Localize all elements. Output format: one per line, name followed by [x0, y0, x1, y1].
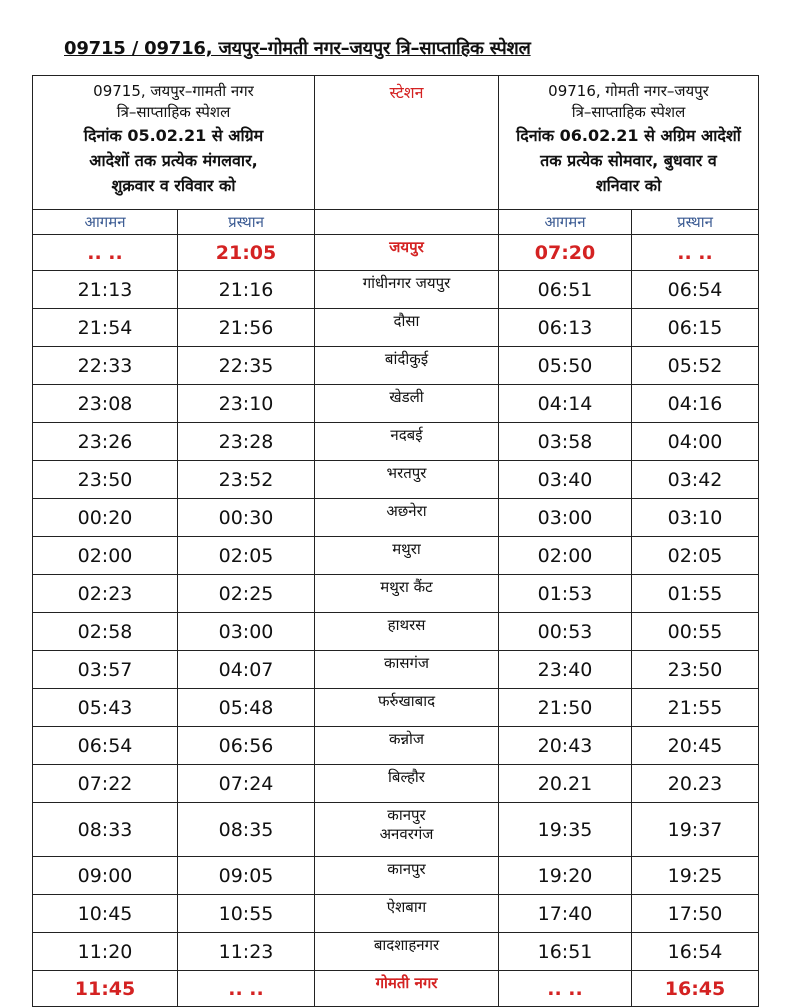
- station-name: कन्नोज: [388, 730, 425, 748]
- table-row: [33, 235, 759, 271]
- right-arrival-cell: 00:53: [499, 613, 632, 651]
- station-name: जयपुर: [389, 238, 424, 256]
- left-arrival-cell: 23:08: [33, 385, 178, 423]
- left-departure-cell: 22:35: [178, 347, 315, 385]
- right-departure-cell: 06:15: [632, 309, 759, 347]
- station-subheader-blank: [315, 210, 499, 235]
- table-row: [33, 933, 759, 971]
- left-arrival-cell: 02:23: [33, 575, 178, 613]
- left-arrival-cell: 02:00: [33, 537, 178, 575]
- right-arrival-cell: 05:50: [499, 347, 632, 385]
- station-cell: [315, 613, 499, 651]
- right-arrival-cell: 17:40: [499, 895, 632, 933]
- left-departure-cell: 00:30: [178, 499, 315, 537]
- station-name: बांदीकुई: [384, 350, 429, 368]
- left-departure-cell: 04:07: [178, 651, 315, 689]
- station-cell: [315, 235, 499, 271]
- right-arrival-cell: 23:40: [499, 651, 632, 689]
- right-departure-cell: 06:54: [632, 271, 759, 309]
- left-departure-cell: 05:48: [178, 689, 315, 727]
- left-departure-cell: 09:05: [178, 857, 315, 895]
- left-departure-header: प्रस्थान: [178, 210, 315, 235]
- right-arrival-cell: 03:00: [499, 499, 632, 537]
- right-departure-cell: 05:52: [632, 347, 759, 385]
- right-departure-cell: 19:37: [632, 803, 759, 857]
- left-arrival-cell: 07:22: [33, 765, 178, 803]
- table-row: [33, 765, 759, 803]
- left-arrival-cell: 21:13: [33, 271, 178, 309]
- station-name: कानपुर: [387, 806, 426, 824]
- left-departure-cell: 08:35: [178, 803, 315, 857]
- station-cell: [315, 933, 499, 971]
- right-arrival-cell: .. ..: [499, 971, 632, 1007]
- station-name: नदबई: [390, 426, 423, 444]
- right-arrival-cell: 03:58: [499, 423, 632, 461]
- station-name: अछनेरा: [386, 502, 427, 520]
- station-cell: [315, 857, 499, 895]
- left-arrival-cell: 21:54: [33, 309, 178, 347]
- left-departure-cell: 10:55: [178, 895, 315, 933]
- table-row: [33, 423, 759, 461]
- right-arrival-cell: 04:14: [499, 385, 632, 423]
- left-arrival-cell: 03:57: [33, 651, 178, 689]
- station-name: गांधीनगर जयपुर: [362, 274, 451, 292]
- station-cell: [315, 537, 499, 575]
- timetable-rows: [33, 235, 759, 1007]
- right-departure-cell: 23:50: [632, 651, 759, 689]
- station-name: गोमती नगर: [375, 974, 438, 992]
- right-arrival-cell: 06:51: [499, 271, 632, 309]
- table-row: [33, 803, 759, 857]
- train-09715-schedule: दिनांक 05.02.21 से अग्रिम आदेशों तक प्रत्येक मंगलवार, शुक्रवार व रविवार को: [83, 126, 264, 195]
- right-arrival-cell: 02:00: [499, 537, 632, 575]
- station-cell: [315, 461, 499, 499]
- station-name: भरतपुर: [386, 464, 427, 482]
- left-departure-cell: 21:05: [178, 235, 315, 271]
- table-row: [33, 385, 759, 423]
- table-row: [33, 575, 759, 613]
- station-cell: [315, 385, 499, 423]
- train-09715-header: [33, 76, 315, 210]
- station-cell: [315, 309, 499, 347]
- station-cell: [315, 971, 499, 1007]
- left-departure-cell: .. ..: [178, 971, 315, 1007]
- right-departure-cell: 21:55: [632, 689, 759, 727]
- right-arrival-cell: 06:13: [499, 309, 632, 347]
- left-arrival-cell: 22:33: [33, 347, 178, 385]
- station-name: बादशाहनगर: [373, 936, 440, 954]
- left-departure-cell: 07:24: [178, 765, 315, 803]
- station-cell: [315, 271, 499, 309]
- station-name: दौसा: [393, 312, 420, 330]
- station-cell: [315, 347, 499, 385]
- left-arrival-cell: 10:45: [33, 895, 178, 933]
- table-row: [33, 651, 759, 689]
- left-arrival-cell: 23:26: [33, 423, 178, 461]
- table-row: [33, 857, 759, 895]
- table-row: [33, 971, 759, 1007]
- page-title: 09715 / 09716, जयपुर–गोमती नगर–जयपुर त्रि–साप्ताहिक स्पेशल: [64, 38, 531, 59]
- left-departure-cell: 11:23: [178, 933, 315, 971]
- right-departure-cell: 04:00: [632, 423, 759, 461]
- train-09715-name: 09715, जयपुर–गामती नगर त्रि–साप्ताहिक स्पेशल: [93, 82, 254, 121]
- left-arrival-cell: 11:20: [33, 933, 178, 971]
- subheader-row: [33, 210, 759, 235]
- train-09716-schedule: दिनांक 06.02.21 से अग्रिम आदेशों तक प्रत्येक सोमवार, बुधवार व शनिवार को: [516, 126, 741, 195]
- right-departure-cell: 03:10: [632, 499, 759, 537]
- station-name: खेडली: [389, 388, 424, 406]
- right-departure-header: प्रस्थान: [632, 210, 759, 235]
- right-arrival-cell: 03:40: [499, 461, 632, 499]
- table-row: [33, 689, 759, 727]
- station-cell: [315, 499, 499, 537]
- station-cell: [315, 689, 499, 727]
- left-arrival-cell: 08:33: [33, 803, 178, 857]
- right-arrival-cell: 20:43: [499, 727, 632, 765]
- left-departure-cell: 23:52: [178, 461, 315, 499]
- table-row: [33, 537, 759, 575]
- train-09716-header: [499, 76, 759, 210]
- left-departure-cell: 21:16: [178, 271, 315, 309]
- right-arrival-cell: 16:51: [499, 933, 632, 971]
- station-name: बिल्हौर: [388, 768, 425, 786]
- table-row: [33, 309, 759, 347]
- station-name: फर्रुखाबाद: [377, 692, 436, 710]
- station-name-line2: अनवरगंज: [379, 825, 434, 843]
- table-row: [33, 727, 759, 765]
- right-departure-cell: 20:45: [632, 727, 759, 765]
- left-departure-cell: 23:10: [178, 385, 315, 423]
- station-name: मथुरा कैंट: [380, 578, 433, 596]
- station-cell: [315, 895, 499, 933]
- station-name: कासगंज: [383, 654, 430, 672]
- right-arrival-cell: 20.21: [499, 765, 632, 803]
- station-cell: [315, 727, 499, 765]
- header-row: [33, 76, 759, 210]
- station-column-header: स्टेशन: [315, 76, 499, 210]
- station-cell: [315, 651, 499, 689]
- timetable: [32, 75, 759, 1007]
- station-name: ऐशबाग: [386, 898, 427, 916]
- station-name: हाथरस: [387, 616, 426, 634]
- left-arrival-cell: .. ..: [33, 235, 178, 271]
- right-arrival-cell: 01:53: [499, 575, 632, 613]
- right-departure-cell: 01:55: [632, 575, 759, 613]
- left-arrival-cell: 05:43: [33, 689, 178, 727]
- right-departure-cell: 00:55: [632, 613, 759, 651]
- table-row: [33, 499, 759, 537]
- left-arrival-cell: 00:20: [33, 499, 178, 537]
- left-arrival-cell: 11:45: [33, 971, 178, 1007]
- right-departure-cell: 04:16: [632, 385, 759, 423]
- table-row: [33, 461, 759, 499]
- right-arrival-header: आगमन: [499, 210, 632, 235]
- right-departure-cell: 19:25: [632, 857, 759, 895]
- right-departure-cell: 17:50: [632, 895, 759, 933]
- train-09716-name: 09716, गोमती नगर–जयपुर त्रि–साप्ताहिक स्पेशल: [548, 82, 709, 121]
- table-row: [33, 271, 759, 309]
- left-departure-cell: 02:25: [178, 575, 315, 613]
- right-arrival-cell: 07:20: [499, 235, 632, 271]
- right-arrival-cell: 21:50: [499, 689, 632, 727]
- left-arrival-cell: 06:54: [33, 727, 178, 765]
- left-arrival-cell: 23:50: [33, 461, 178, 499]
- left-departure-cell: 21:56: [178, 309, 315, 347]
- station-name: मथुरा: [392, 540, 421, 558]
- left-arrival-cell: 09:00: [33, 857, 178, 895]
- left-arrival-cell: 02:58: [33, 613, 178, 651]
- right-departure-cell: 20.23: [632, 765, 759, 803]
- left-departure-cell: 06:56: [178, 727, 315, 765]
- right-departure-cell: 02:05: [632, 537, 759, 575]
- table-row: [33, 347, 759, 385]
- station-name: कानपुर: [387, 860, 426, 878]
- right-arrival-cell: 19:35: [499, 803, 632, 857]
- left-arrival-header: आगमन: [33, 210, 178, 235]
- right-departure-cell: 03:42: [632, 461, 759, 499]
- station-cell: [315, 423, 499, 461]
- right-departure-cell: 16:45: [632, 971, 759, 1007]
- left-departure-cell: 23:28: [178, 423, 315, 461]
- left-departure-cell: 02:05: [178, 537, 315, 575]
- right-departure-cell: .. ..: [632, 235, 759, 271]
- table-row: [33, 895, 759, 933]
- station-cell: [315, 575, 499, 613]
- table-row: [33, 613, 759, 651]
- right-arrival-cell: 19:20: [499, 857, 632, 895]
- station-cell: [315, 803, 499, 857]
- right-departure-cell: 16:54: [632, 933, 759, 971]
- station-cell: [315, 765, 499, 803]
- left-departure-cell: 03:00: [178, 613, 315, 651]
